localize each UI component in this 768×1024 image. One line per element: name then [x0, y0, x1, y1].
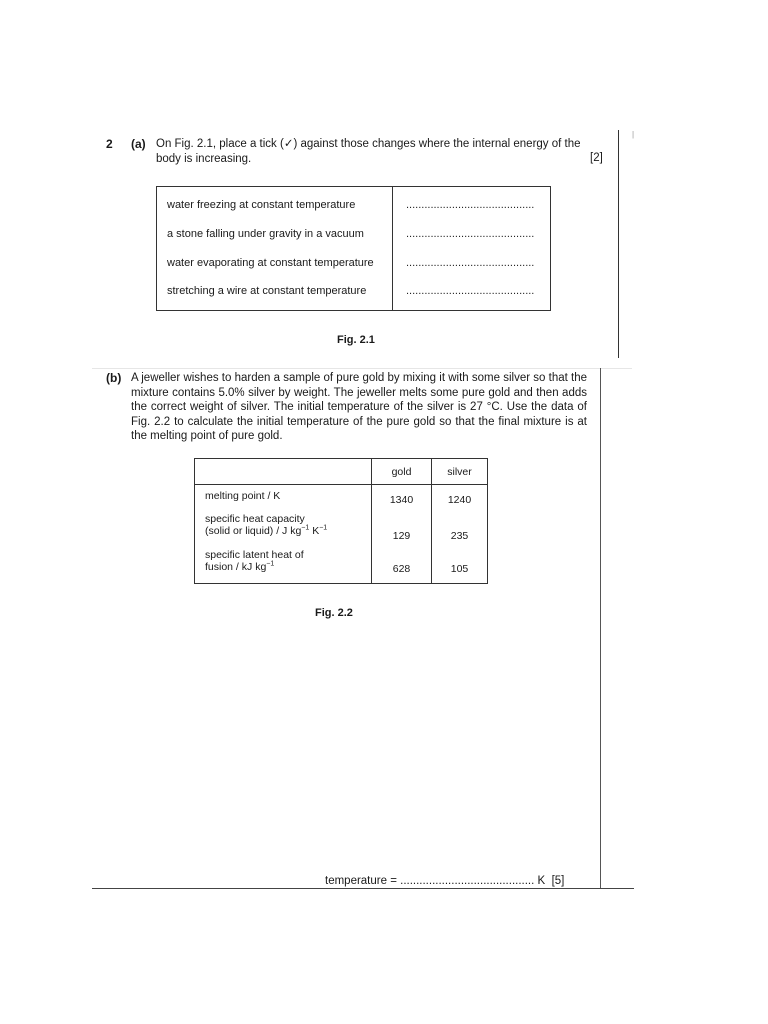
fig21-row-label: a stone falling under gravity in a vacuum — [167, 228, 364, 240]
header-gold: gold — [372, 459, 432, 485]
gold-specific-heat: 129 — [392, 530, 411, 542]
gold-melting-point: 1340 — [389, 494, 414, 506]
property-specific-heat: specific heat capacity (solid or liquid) / J $kg^{-1}$ $K^{-1}$ — [205, 513, 328, 537]
bottom-rule — [92, 888, 634, 889]
part-a-label: (a) — [131, 137, 146, 151]
property-latent-heat: specific latent heat of fusion / kJ $kg^{-1}$ — [205, 549, 304, 573]
part-a-marks: [2] — [590, 152, 603, 164]
right-margin-line — [618, 130, 619, 358]
part-a-text: On Fig. 2.1, place a tick (✓) against those changes where the internal energy of the body is increasing. — [156, 138, 581, 165]
answer-marks: [5] — [551, 875, 565, 887]
right-margin-line — [600, 368, 601, 888]
part-b-text: A jeweller wishes to harden a sample of pure gold by mixing it with some silver so that the mixture contains 5.0% silver by weight. The jeweller melts some pure gold and then adds the correct weight of silver. The initial temperature of the silver is 27 °C. Use the data of Fig. 2.2 to calculate the initial temperature of the pure gold so that the final mixture is at the melting point of pure gold. — [131, 372, 587, 442]
gold-latent-heat: 628 — [392, 563, 411, 575]
header-silver: silver — [432, 459, 488, 485]
fig21-row-label: water evaporating at constant temperature — [167, 257, 374, 269]
fig-2-2-table — [194, 458, 488, 584]
margin-mark: | — [632, 130, 635, 139]
header-empty — [195, 459, 372, 485]
fig21-row-label: water freezing at constant temperature — [167, 199, 356, 211]
fig-2-2-caption: Fig. 2.2 — [315, 607, 353, 619]
column-divider — [392, 187, 393, 310]
silver-specific-heat: 235 — [450, 530, 469, 542]
temperature-answer-line — [325, 875, 564, 887]
fig-2-1-table — [156, 186, 551, 311]
tick-answer-field[interactable]: .......................................... — [406, 257, 535, 269]
page-divider — [92, 368, 632, 369]
fig21-row-label: stretching a wire at constant temperature — [167, 285, 367, 297]
answer-label: temperature = — [325, 875, 397, 887]
answer-field[interactable]: .......................................... — [400, 875, 535, 887]
part-b-label: (b) — [106, 371, 122, 385]
question-number: 2 — [106, 137, 113, 151]
silver-latent-heat: 105 — [450, 563, 469, 575]
tick-answer-field[interactable]: .......................................... — [406, 285, 535, 297]
silver-melting-point: 1240 — [447, 494, 472, 506]
tick-answer-field[interactable]: .......................................... — [406, 199, 535, 211]
fig-2-1-caption: Fig. 2.1 — [337, 334, 375, 346]
tick-answer-field[interactable]: .......................................... — [406, 228, 535, 240]
property-melting-point: melting point / K — [205, 490, 281, 502]
answer-unit: K — [537, 875, 546, 887]
